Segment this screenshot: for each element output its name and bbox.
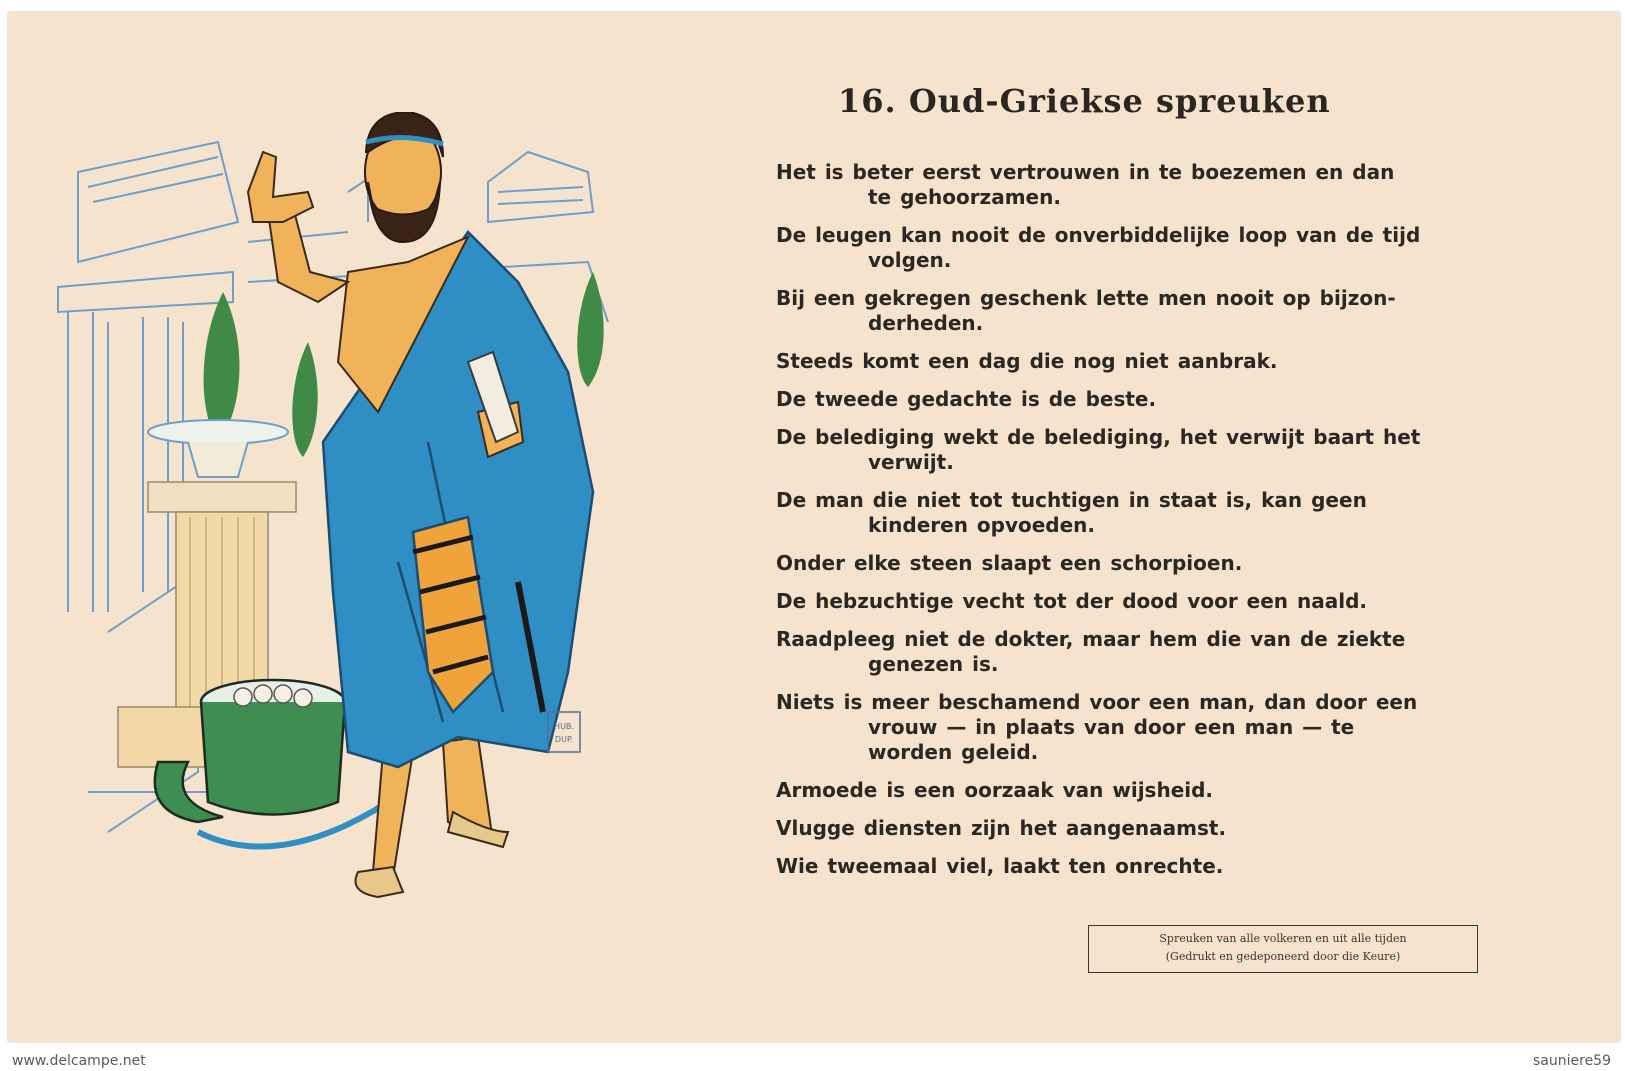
saying-item: Bij een gekregen geschenk lette men nooit op bijzon-derheden.	[776, 286, 1396, 335]
sayings-list	[776, 160, 1426, 892]
greek-philosopher-illustration	[48, 112, 648, 932]
saying-item: Niets is meer beschamend voor een man, dan door een vrouw — in plaats van door een man — te worden geleid.	[776, 690, 1418, 764]
seller-watermark: sauniere59	[1533, 1053, 1611, 1069]
saying-item: Onder elke steen slaapt een schorpioen.	[776, 551, 1243, 575]
page-title: 16. Oud-Griekse spreuken	[838, 82, 1331, 120]
head	[365, 112, 443, 242]
saying-item: De leugen kan nooit de onverbiddelijke loop van de tijd volgen.	[776, 223, 1421, 272]
saying-item: Het is beter eerst vertrouwen in te boezemen en dan te gehoorzamen.	[776, 160, 1395, 209]
publisher-credit: (Gedrukt en gedeponeerd door die Keure)	[1165, 950, 1401, 963]
saying-item: Armoede is een oorzaak van wijsheid.	[776, 778, 1214, 802]
publisher-series: Spreuken van alle volkeren en uit alle tijden	[1159, 932, 1407, 945]
saying-item: De hebzuchtige vecht tot der dood voor een naald.	[776, 589, 1367, 613]
publisher-note	[1088, 925, 1478, 973]
website-watermark: www.delcampe.net	[12, 1053, 146, 1069]
saying-item: De belediging wekt de belediging, het verwijt baart het verwijt.	[776, 425, 1421, 474]
saying-item: Wie tweemaal viel, laakt ten onrechte.	[776, 854, 1224, 878]
postcard	[8, 12, 1620, 1042]
saying-item: Steeds komt een dag die nog niet aanbrak.	[776, 349, 1278, 373]
saying-item: Raadpleeg niet de dokter, maar hem die van de ziekte genezen is.	[776, 627, 1406, 676]
saying-item: De man die niet tot tuchtigen in staat is, kan geen kinderen opvoeden.	[776, 488, 1367, 537]
pointing-hand	[248, 152, 313, 222]
svg-text:HUB.: HUB.	[554, 722, 574, 731]
svg-text:DUP.: DUP.	[554, 735, 574, 744]
saying-item: De tweede gedachte is de beste.	[776, 387, 1157, 411]
saying-item: Vlugge diensten zijn het aangenaamst.	[776, 816, 1227, 840]
